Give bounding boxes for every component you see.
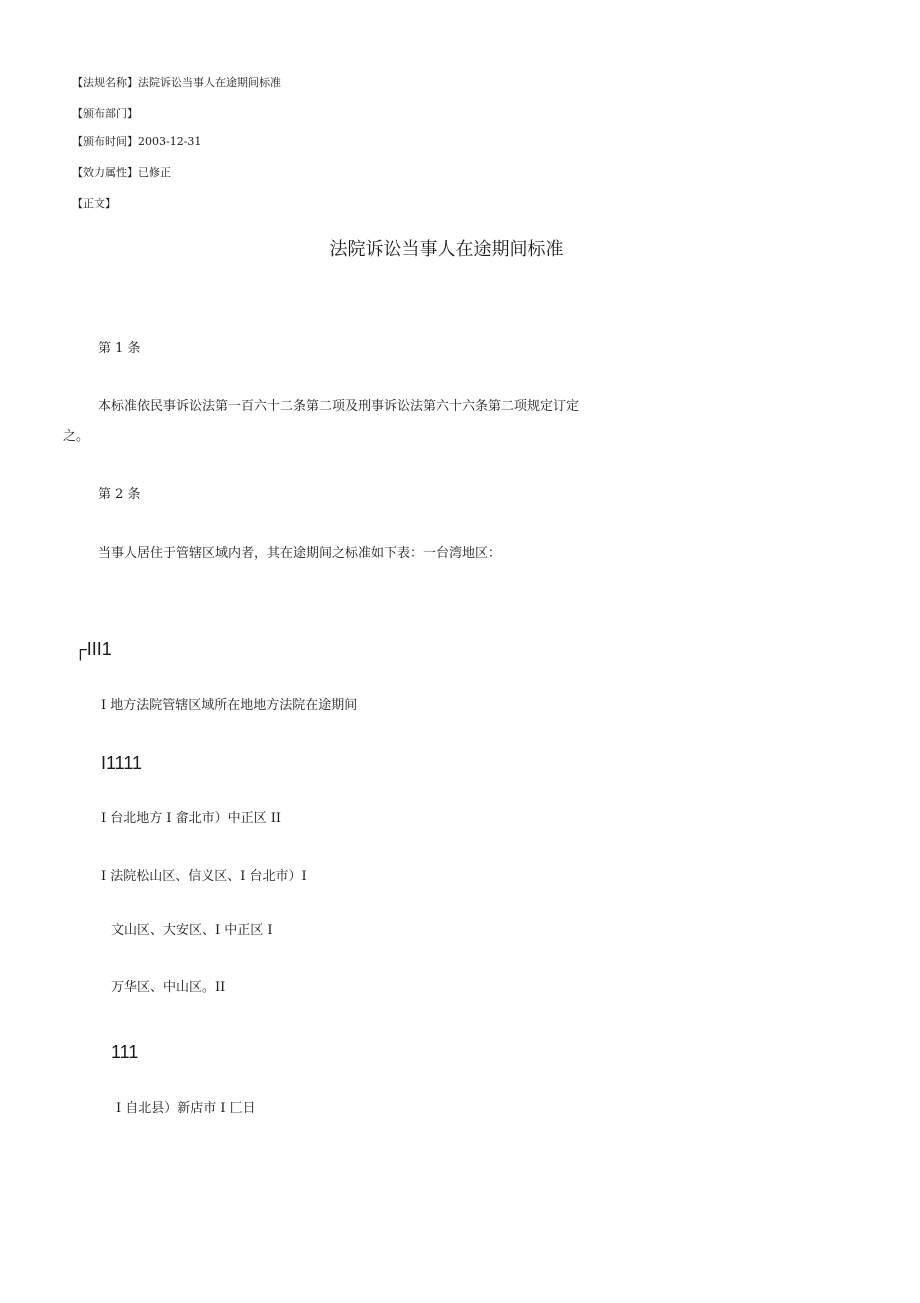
law-name-line: 【法规名称】法院诉讼当事人在途期间标准 (72, 76, 281, 89)
table-fragment-row-7: 万华区、中山区。II (111, 980, 226, 995)
article-2-text: 当事人居住于管辖区域内者，其在途期间之标准如下表：一台湾地区： (98, 546, 502, 561)
table-fragment-row-9: I 自北县）新店市 I 匚日 (116, 1101, 256, 1116)
article-1-text-line-1: 本标准依民事诉讼法第一百六十二条第二项及刑事诉讼法第六十六条第二项规定订定 (98, 399, 580, 414)
body-label-line: 【正文】 (72, 197, 116, 210)
article-1-text-line-2: 之。 (63, 429, 90, 444)
table-fragment-row-8: 111 (111, 1042, 139, 1062)
issue-date-line: 【颁布时间】2003-12-31 (72, 135, 202, 148)
table-fragment-row-3: I1111 (101, 753, 143, 773)
validity-status-line: 【效力属性】已修正 (72, 166, 171, 179)
article-1-heading: 第 1 条 (98, 341, 141, 356)
table-fragment-row-2: I 地方法院管辖区域所在地地方法院在途期间 (101, 698, 358, 713)
department-line: 【颁布部门】 (72, 107, 138, 120)
article-2-heading: 第 2 条 (98, 487, 141, 502)
table-fragment-row-1: ┌III1 (74, 639, 112, 659)
document-title: 法院诉讼当事人在途期间标准 (329, 239, 564, 260)
table-fragment-row-4: I 台北地方 I 畲北市）中正区 II (101, 811, 282, 826)
table-fragment-row-6: 文山区、大安区、I 中正区 I (111, 923, 273, 938)
table-fragment-row-5: I 法院松山区、信义区、I 台北市）I (101, 869, 307, 884)
